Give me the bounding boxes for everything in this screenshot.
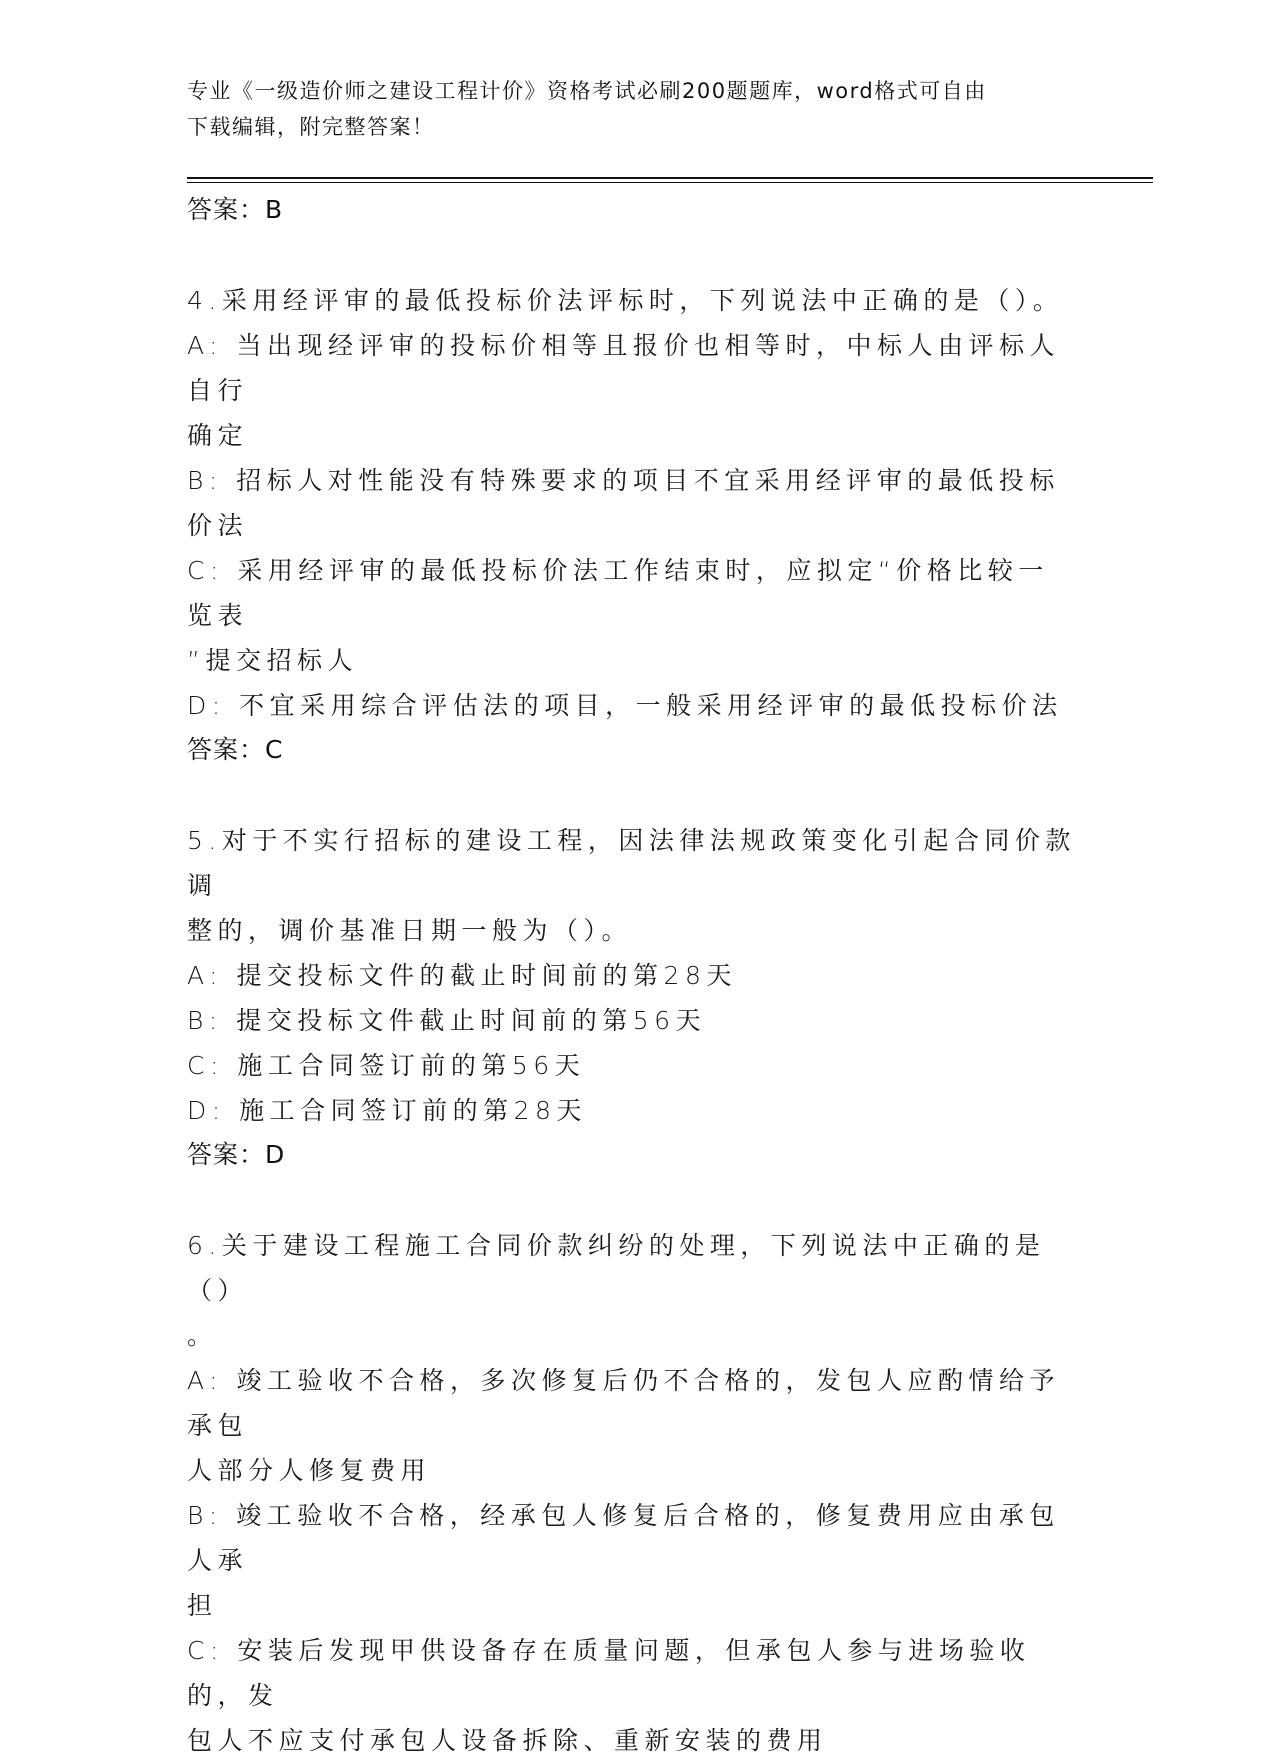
option-a-line: A: 竣工验收不合格，多次修复后仍不合格的，发包人应酌情给予承包	[187, 1366, 1061, 1440]
question-stem-line: 4.采用经评审的最低投标价法评标时，下列说法中正确的是（）。	[187, 286, 1064, 315]
option-c-line: C: 安装后发现甲供设备存在质量问题，但承包人参与进场验收的，发	[187, 1636, 1031, 1710]
section-gap	[187, 232, 1077, 278]
header-rule-thin	[187, 182, 1153, 183]
question-6	[187, 1223, 1077, 1763]
option-d-line: D: 施工合同签订前的第28天	[187, 1096, 587, 1125]
option-a-line: A: 提交投标文件的截止时间前的第28天	[187, 961, 737, 990]
question-5	[187, 818, 1077, 1177]
option-d-line: D: 不宜采用综合评估法的项目，一般采用经评审的最低投标价法	[187, 691, 1063, 720]
answer-label: 答案：D	[187, 1140, 286, 1169]
question-4	[187, 278, 1077, 772]
option-c-line: ”提交招标人	[187, 646, 358, 675]
question-content	[187, 188, 1077, 1763]
question-stem-line: 5.对于不实行招标的建设工程，因法律法规政策变化引起合同价款调	[187, 826, 1076, 900]
answer-label: 答案：B	[187, 195, 284, 224]
header-line-2: 下载编辑，附完整答案！	[187, 115, 435, 139]
option-a-line: 人部分人修复费用	[187, 1456, 432, 1485]
section-gap	[187, 1177, 1077, 1223]
answer-label: 答案：C	[187, 735, 284, 764]
header-line-1: 专业《一级造价师之建设工程计价》资格考试必刷200题题库，word格式可自由	[187, 79, 987, 103]
section-gap	[187, 772, 1077, 818]
option-b-line: B: 招标人对性能没有特殊要求的项目不宜采用经评审的最低投标价法	[187, 466, 1060, 540]
option-b-line: B: 提交投标文件截止时间前的第56天	[187, 1006, 707, 1035]
question-stem-line: 。	[187, 1321, 218, 1350]
option-b-line: 担	[187, 1591, 218, 1620]
header-rule-thick	[187, 177, 1153, 179]
option-a-line: 确定	[187, 421, 249, 450]
option-c-line: C: 施工合同签订前的第56天	[187, 1051, 586, 1080]
question-stem-line: 6.关于建设工程施工合同价款纠纷的处理，下列说法中正确的是（）	[187, 1231, 1046, 1305]
page-header	[187, 73, 1087, 145]
option-c-line: C: 采用经评审的最低投标价法工作结束时，应拟定“价格比较一览表	[187, 556, 1049, 630]
option-a-line: A: 当出现经评审的投标价相等且报价也相等时，中标人由评标人自行	[187, 331, 1061, 405]
question-stem-line: 整的，调价基准日期一般为（）。	[187, 916, 633, 945]
option-b-line: B: 竣工验收不合格，经承包人修复后合格的，修复费用应由承包人承	[187, 1501, 1060, 1575]
option-c-line: 包人不应支付承包人设备拆除、重新安装的费用	[187, 1726, 828, 1755]
